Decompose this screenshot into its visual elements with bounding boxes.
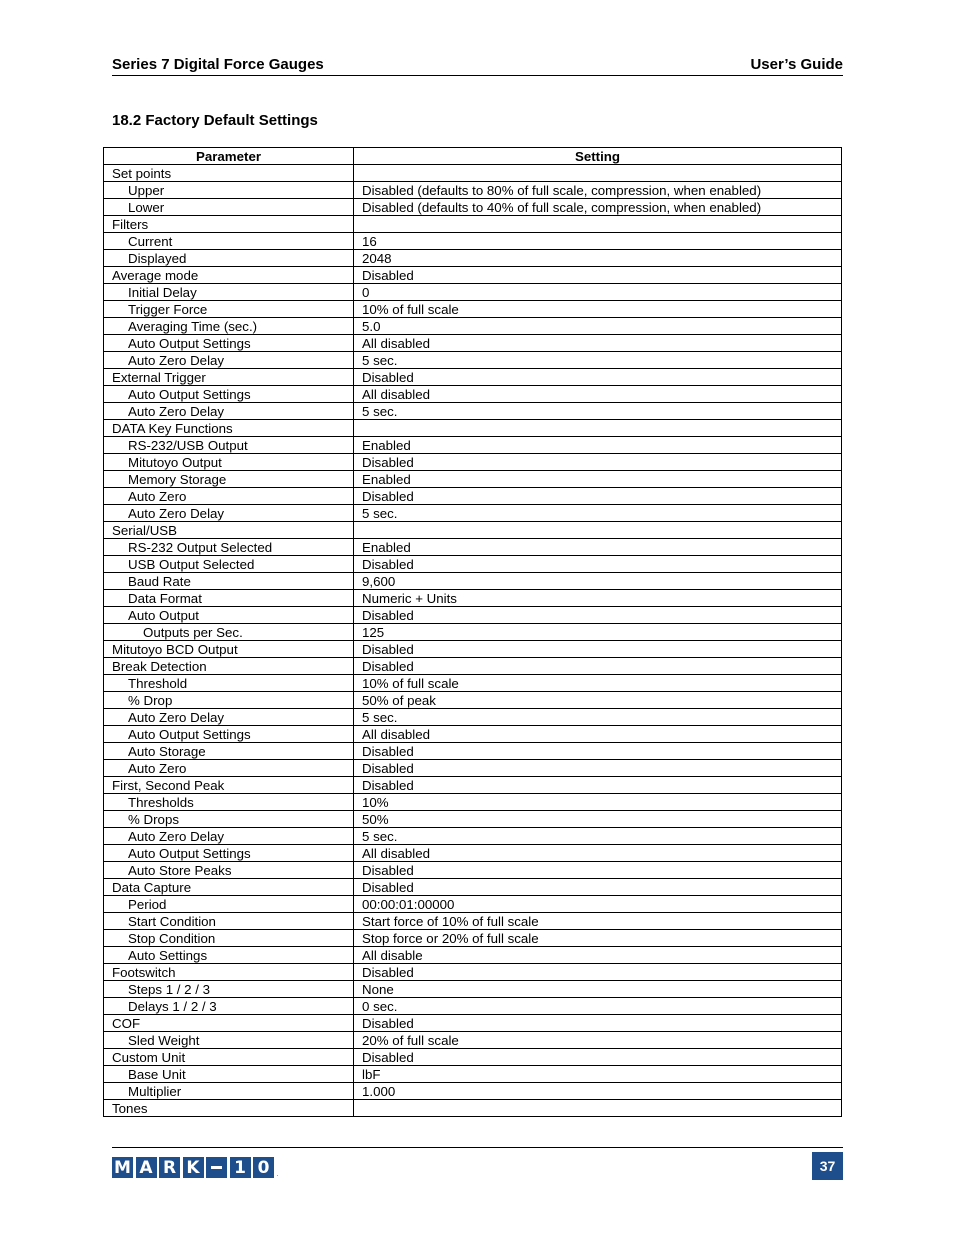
table-row xyxy=(104,335,842,352)
table-row xyxy=(104,607,842,624)
table-row xyxy=(104,403,842,420)
table-row xyxy=(104,862,842,879)
parameter-cell: DATA Key Functions xyxy=(104,420,354,437)
parameter-cell: Thresholds xyxy=(104,794,354,811)
table-row xyxy=(104,369,842,386)
table-row xyxy=(104,1015,842,1032)
setting-cell: 5 sec. xyxy=(354,828,842,845)
table-row xyxy=(104,1066,842,1083)
setting-cell: 10% xyxy=(354,794,842,811)
setting-cell: Disabled xyxy=(354,607,842,624)
table-row xyxy=(104,845,842,862)
parameter-cell: Filters xyxy=(104,216,354,233)
parameter-cell: Memory Storage xyxy=(104,471,354,488)
parameter-cell: RS-232/USB Output xyxy=(104,437,354,454)
setting-cell: 5 sec. xyxy=(354,505,842,522)
table-row xyxy=(104,318,842,335)
table-row xyxy=(104,641,842,658)
parameter-cell: Custom Unit xyxy=(104,1049,354,1066)
table-row xyxy=(104,624,842,641)
section-title: 18.2 Factory Default Settings xyxy=(112,112,318,129)
parameter-cell: Break Detection xyxy=(104,658,354,675)
parameter-cell: Outputs per Sec. xyxy=(104,624,354,641)
setting-cell: 0 xyxy=(354,284,842,301)
setting-cell: All disabled xyxy=(354,726,842,743)
parameter-cell: Data Capture xyxy=(104,879,354,896)
table-row xyxy=(104,216,842,233)
setting-cell: Disabled xyxy=(354,1015,842,1032)
parameter-cell: Baud Rate xyxy=(104,573,354,590)
table-row xyxy=(104,352,842,369)
table-row xyxy=(104,199,842,216)
setting-cell: 5 sec. xyxy=(354,403,842,420)
table-row xyxy=(104,505,842,522)
footer-divider xyxy=(112,1147,843,1148)
setting-cell: Disabled xyxy=(354,556,842,573)
table-row xyxy=(104,828,842,845)
logo-letter: 0 xyxy=(253,1157,274,1178)
column-header-setting: Setting xyxy=(354,148,842,165)
parameter-cell: Serial/USB xyxy=(104,522,354,539)
setting-cell: 5 sec. xyxy=(354,709,842,726)
setting-cell: Enabled xyxy=(354,539,842,556)
table-row xyxy=(104,267,842,284)
parameter-cell: Auto Zero Delay xyxy=(104,709,354,726)
parameter-cell: Auto Zero Delay xyxy=(104,352,354,369)
logo-letter: M xyxy=(112,1157,133,1178)
setting-cell: Disabled xyxy=(354,964,842,981)
parameter-cell: Trigger Force xyxy=(104,301,354,318)
setting-cell: Disabled xyxy=(354,641,842,658)
table-row xyxy=(104,811,842,828)
parameter-cell: Auto Output Settings xyxy=(104,386,354,403)
parameter-cell: Lower xyxy=(104,199,354,216)
setting-cell: All disabled xyxy=(354,386,842,403)
setting-cell: Disabled xyxy=(354,777,842,794)
logo-letter: K xyxy=(183,1157,204,1178)
header-guide-label: User’s Guide xyxy=(750,56,843,73)
setting-cell: 50% of peak xyxy=(354,692,842,709)
setting-cell: Disabled xyxy=(354,369,842,386)
setting-cell: 9,600 xyxy=(354,573,842,590)
table-row xyxy=(104,692,842,709)
setting-cell: 50% xyxy=(354,811,842,828)
table-row xyxy=(104,709,842,726)
parameter-cell: Tones xyxy=(104,1100,354,1117)
parameter-cell: RS-232 Output Selected xyxy=(104,539,354,556)
parameter-cell: COF xyxy=(104,1015,354,1032)
setting-cell: Disabled xyxy=(354,743,842,760)
table-row xyxy=(104,913,842,930)
setting-cell: Disabled xyxy=(354,760,842,777)
table-row xyxy=(104,760,842,777)
setting-cell: Start force of 10% of full scale xyxy=(354,913,842,930)
parameter-cell: Averaging Time (sec.) xyxy=(104,318,354,335)
setting-cell: Disabled (defaults to 40% of full scale, compression, when enabled) xyxy=(354,199,842,216)
table-row xyxy=(104,964,842,981)
table-row xyxy=(104,726,842,743)
mark-10-logo xyxy=(112,1157,278,1178)
parameter-cell: Current xyxy=(104,233,354,250)
setting-cell: 5 sec. xyxy=(354,352,842,369)
setting-cell: 16 xyxy=(354,233,842,250)
table-row xyxy=(104,590,842,607)
parameter-cell: Average mode xyxy=(104,267,354,284)
table-row xyxy=(104,165,842,182)
setting-cell: Disabled xyxy=(354,1049,842,1066)
setting-cell: 125 xyxy=(354,624,842,641)
table-row xyxy=(104,522,842,539)
setting-cell xyxy=(354,216,842,233)
table-row xyxy=(104,420,842,437)
setting-cell: Disabled xyxy=(354,658,842,675)
parameter-cell: Stop Condition xyxy=(104,930,354,947)
page-number: 37 xyxy=(812,1152,843,1180)
setting-cell: Disabled xyxy=(354,488,842,505)
setting-cell: All disable xyxy=(354,947,842,964)
header-title: Series 7 Digital Force Gauges xyxy=(112,56,324,73)
setting-cell: Numeric + Units xyxy=(354,590,842,607)
table-row xyxy=(104,573,842,590)
setting-cell: Disabled (defaults to 80% of full scale, compression, when enabled) xyxy=(354,182,842,199)
logo-letter: 1 xyxy=(230,1157,251,1178)
setting-cell: All disabled xyxy=(354,335,842,352)
parameter-cell: Auto Zero Delay xyxy=(104,828,354,845)
parameter-cell: Auto Output Settings xyxy=(104,335,354,352)
parameter-cell: External Trigger xyxy=(104,369,354,386)
parameter-cell: Auto Zero xyxy=(104,488,354,505)
table-row xyxy=(104,471,842,488)
logo-dash xyxy=(206,1157,227,1178)
parameter-cell: Upper xyxy=(104,182,354,199)
parameter-cell: First, Second Peak xyxy=(104,777,354,794)
parameter-cell: Delays 1 / 2 / 3 xyxy=(104,998,354,1015)
logo-letter: A xyxy=(136,1157,157,1178)
table-row xyxy=(104,1083,842,1100)
table-row xyxy=(104,488,842,505)
table-row xyxy=(104,301,842,318)
table-row xyxy=(104,1032,842,1049)
setting-cell: Enabled xyxy=(354,437,842,454)
setting-cell: 5.0 xyxy=(354,318,842,335)
table-row xyxy=(104,182,842,199)
parameter-cell: Steps 1 / 2 / 3 xyxy=(104,981,354,998)
parameter-cell: Set points xyxy=(104,165,354,182)
parameter-cell: Displayed xyxy=(104,250,354,267)
table-header-row xyxy=(104,148,842,165)
table-row xyxy=(104,556,842,573)
setting-cell: Disabled xyxy=(354,879,842,896)
table-row xyxy=(104,1100,842,1117)
parameter-cell: Auto Storage xyxy=(104,743,354,760)
parameter-cell: Initial Delay xyxy=(104,284,354,301)
table-row xyxy=(104,437,842,454)
table-row xyxy=(104,879,842,896)
table-row xyxy=(104,1049,842,1066)
parameter-cell: Auto Zero Delay xyxy=(104,403,354,420)
setting-cell: Enabled xyxy=(354,471,842,488)
parameter-cell: Threshold xyxy=(104,675,354,692)
table-row xyxy=(104,454,842,471)
setting-cell: Stop force or 20% of full scale xyxy=(354,930,842,947)
setting-cell: 0 sec. xyxy=(354,998,842,1015)
parameter-cell: % Drop xyxy=(104,692,354,709)
table-row xyxy=(104,284,842,301)
setting-cell: 2048 xyxy=(354,250,842,267)
table-row xyxy=(104,998,842,1015)
parameter-cell: Footswitch xyxy=(104,964,354,981)
parameter-cell: Auto Output Settings xyxy=(104,726,354,743)
parameter-cell: Multiplier xyxy=(104,1083,354,1100)
setting-cell: 00:00:01:00000 xyxy=(354,896,842,913)
setting-cell xyxy=(354,522,842,539)
table-row xyxy=(104,658,842,675)
parameter-cell: Base Unit xyxy=(104,1066,354,1083)
parameter-cell: Mitutoyo Output xyxy=(104,454,354,471)
setting-cell: 10% of full scale xyxy=(354,301,842,318)
setting-cell: 10% of full scale xyxy=(354,675,842,692)
table-row xyxy=(104,539,842,556)
setting-cell xyxy=(354,420,842,437)
parameter-cell: Mitutoyo BCD Output xyxy=(104,641,354,658)
parameter-cell: Data Format xyxy=(104,590,354,607)
parameter-cell: Auto Zero Delay xyxy=(104,505,354,522)
table-row xyxy=(104,930,842,947)
parameter-cell: USB Output Selected xyxy=(104,556,354,573)
table-row xyxy=(104,386,842,403)
setting-cell: All disabled xyxy=(354,845,842,862)
parameter-cell: Auto Store Peaks xyxy=(104,862,354,879)
table-row xyxy=(104,777,842,794)
table-row xyxy=(104,675,842,692)
logo-letter: R xyxy=(159,1157,180,1178)
setting-cell: None xyxy=(354,981,842,998)
setting-cell xyxy=(354,165,842,182)
setting-cell: 1.000 xyxy=(354,1083,842,1100)
parameter-cell: Start Condition xyxy=(104,913,354,930)
parameter-cell: % Drops xyxy=(104,811,354,828)
table-row xyxy=(104,233,842,250)
factory-defaults-table xyxy=(103,147,842,1117)
parameter-cell: Sled Weight xyxy=(104,1032,354,1049)
parameter-cell: Auto Zero xyxy=(104,760,354,777)
parameter-cell: Auto Settings xyxy=(104,947,354,964)
setting-cell xyxy=(354,1100,842,1117)
table-row xyxy=(104,896,842,913)
table-row xyxy=(104,794,842,811)
table-row xyxy=(104,947,842,964)
page-header xyxy=(112,56,843,76)
setting-cell: lbF xyxy=(354,1066,842,1083)
setting-cell: Disabled xyxy=(354,267,842,284)
column-header-parameter: Parameter xyxy=(104,148,354,165)
parameter-cell: Auto Output Settings xyxy=(104,845,354,862)
table-row xyxy=(104,981,842,998)
parameter-cell: Period xyxy=(104,896,354,913)
parameter-cell: Auto Output xyxy=(104,607,354,624)
table-row xyxy=(104,250,842,267)
logo-registered-mark: . xyxy=(276,1171,279,1178)
table-row xyxy=(104,743,842,760)
setting-cell: Disabled xyxy=(354,862,842,879)
setting-cell: Disabled xyxy=(354,454,842,471)
setting-cell: 20% of full scale xyxy=(354,1032,842,1049)
